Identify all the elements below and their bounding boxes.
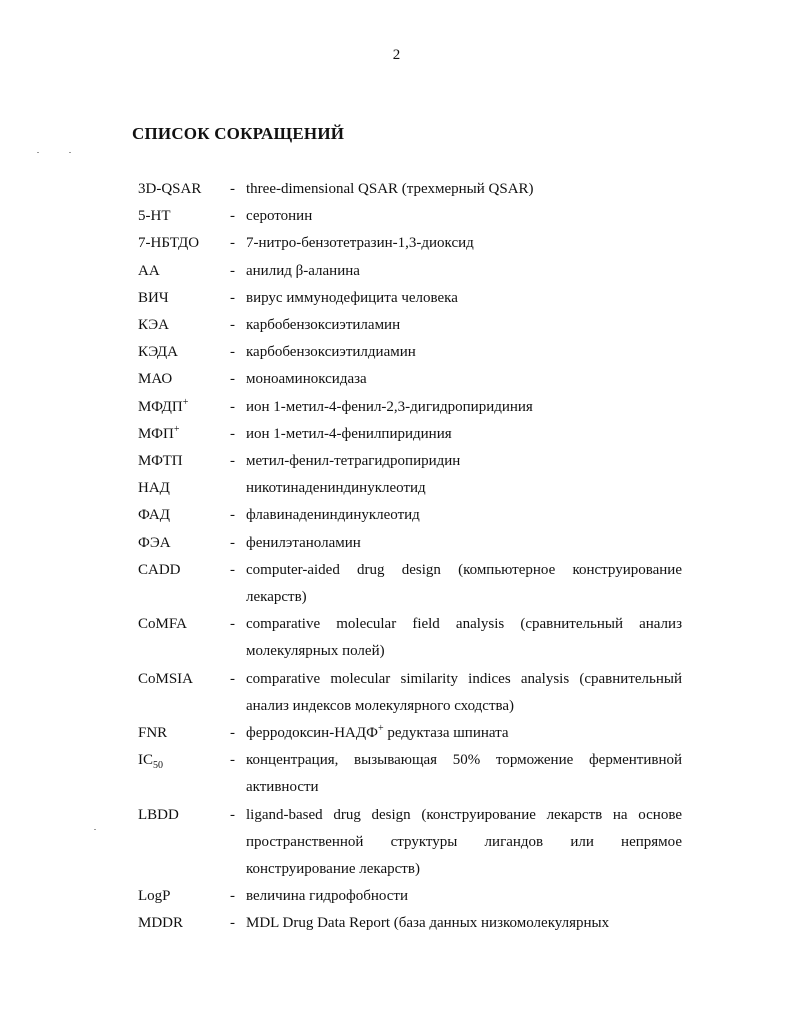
abbreviation-entry bbox=[138, 475, 682, 502]
abbreviation-term bbox=[138, 258, 160, 285]
entry-dash: - bbox=[230, 208, 235, 225]
abbreviation-definition: three-dimensional QSAR (трехмерный QSAR) bbox=[246, 181, 534, 197]
abbreviation-term-text: LBDD bbox=[138, 806, 179, 823]
abbreviation-definition: анилид β-аланина bbox=[246, 262, 360, 279]
abbreviation-definition bbox=[246, 720, 682, 747]
abbreviation-definition: comparative molecular similarity indices analysis (сравнительный анализ индексов молекулярного сходства) bbox=[246, 670, 682, 714]
abbreviation-definition: флавинадениндинуклеотид bbox=[246, 507, 420, 524]
abbreviation-definition: comparative molecular field analysis (сравнительный анализ молекулярных полей) bbox=[246, 616, 682, 660]
abbreviation-entry bbox=[138, 557, 682, 611]
abbreviation-term-text: МФП bbox=[138, 425, 174, 442]
abbreviation-entry bbox=[138, 366, 682, 393]
abbreviation-superscript: + bbox=[182, 396, 189, 408]
entry-dash: - bbox=[230, 534, 235, 551]
abbreviation-entry bbox=[138, 230, 682, 257]
entry-dash: - bbox=[230, 752, 235, 769]
abbreviation-term-text: 5-HT bbox=[138, 208, 171, 225]
abbreviation-term bbox=[138, 666, 193, 693]
entry-dash: - bbox=[230, 888, 235, 905]
entry-dash: - bbox=[230, 235, 235, 252]
entry-dash: - bbox=[230, 181, 235, 197]
abbreviation-term bbox=[138, 557, 181, 584]
abbreviation-term bbox=[138, 720, 167, 747]
abbreviation-term-text: IC bbox=[138, 752, 153, 769]
abbreviation-term bbox=[138, 312, 169, 339]
abbreviation-term-text: LogP bbox=[138, 888, 171, 905]
abbreviation-entry bbox=[138, 747, 682, 801]
entry-dash: - bbox=[230, 371, 235, 388]
abbreviation-entry bbox=[138, 666, 682, 720]
definition-text: редуктаза шпината bbox=[383, 725, 509, 742]
abbreviation-term bbox=[138, 802, 179, 829]
abbreviation-entry bbox=[138, 258, 682, 285]
abbreviation-term bbox=[138, 883, 171, 910]
abbreviation-definition: карбобензоксиэтилдиамин bbox=[246, 344, 416, 361]
abbreviation-entry bbox=[138, 720, 682, 747]
abbreviation-term-text: КЭДА bbox=[138, 344, 178, 361]
abbreviation-entry bbox=[138, 176, 682, 203]
abbreviation-term-text: ФАД bbox=[138, 507, 170, 524]
abbreviation-definition: серотонин bbox=[246, 208, 313, 225]
abbreviation-entry bbox=[138, 394, 682, 421]
entry-dash: - bbox=[230, 317, 235, 334]
abbreviation-definition: computer-aided drug design (компьютерное конструирование лекарств) bbox=[246, 561, 682, 606]
abbreviation-entry bbox=[138, 910, 682, 937]
abbreviation-term bbox=[138, 176, 201, 203]
abbreviation-term-text: МФДП bbox=[138, 398, 183, 415]
abbreviation-entry bbox=[138, 448, 682, 475]
abbreviation-definition: моноаминоксидаза bbox=[246, 371, 367, 388]
abbreviation-term-text: MDDR bbox=[138, 915, 184, 932]
abbreviation-entry bbox=[138, 883, 682, 910]
abbreviation-term-text: МАО bbox=[138, 371, 173, 388]
entry-dash: - bbox=[230, 725, 235, 742]
abbreviation-definition: метил-фенил-тетрагидропиридин bbox=[246, 453, 461, 470]
entry-dash: - bbox=[230, 453, 235, 470]
abbreviation-term-text: МФТП bbox=[138, 453, 183, 470]
abbreviation-term bbox=[138, 285, 169, 312]
abbreviation-definition: карбобензоксиэтиламин bbox=[246, 317, 401, 334]
abbreviation-entry bbox=[138, 421, 682, 448]
abbreviation-term-text: CADD bbox=[138, 561, 181, 578]
abbreviation-definition: фенилэтаноламин bbox=[246, 534, 361, 551]
abbreviation-term-text: НАД bbox=[138, 480, 170, 497]
definition-superscript: + bbox=[377, 723, 384, 735]
abbreviation-term-text: CoMSIA bbox=[138, 670, 194, 687]
entry-dash: - bbox=[230, 425, 235, 442]
abbreviation-term bbox=[138, 747, 163, 774]
abbreviation-term-text: АА bbox=[138, 262, 160, 279]
abbreviation-term-text: 3D-QSAR bbox=[138, 181, 202, 197]
scan-speck bbox=[94, 829, 96, 830]
abbreviation-term bbox=[138, 502, 170, 529]
entry-dash: - bbox=[230, 670, 235, 687]
entry-dash: - bbox=[230, 289, 235, 306]
abbreviation-list bbox=[138, 176, 682, 938]
abbreviation-definition: ligand-based drug design (конструирование лекарств на основе пространственной структуры лигандов или непрямое конструирование лекарств) bbox=[246, 806, 682, 878]
abbreviation-definition: вирус иммунодефицита человека bbox=[246, 289, 458, 306]
abbreviation-definition: концентрация, вызывающая 50% торможение ферментивной активности bbox=[246, 752, 682, 796]
abbreviation-term bbox=[138, 421, 179, 448]
abbreviation-term bbox=[138, 475, 170, 502]
abbreviation-entry bbox=[138, 203, 682, 230]
abbreviation-term bbox=[138, 339, 178, 366]
scan-speck bbox=[69, 152, 71, 153]
abbreviation-definition: величина гидрофобности bbox=[246, 888, 408, 905]
page-number: 2 bbox=[392, 47, 401, 63]
abbreviation-term bbox=[138, 394, 188, 421]
abbreviation-entry bbox=[138, 502, 682, 529]
abbreviation-term bbox=[138, 366, 172, 393]
abbreviation-term-text: CoMFA bbox=[138, 616, 187, 633]
page-title: СПИСОК СОКРАЩЕНИЙ bbox=[132, 124, 345, 143]
entry-dash: - bbox=[230, 398, 235, 415]
abbreviation-term-text: FNR bbox=[138, 725, 168, 742]
entry-dash: - bbox=[230, 915, 235, 932]
abbreviation-definition: ион 1-метил-4-фенилпиридиния bbox=[246, 425, 452, 442]
entry-dash: - bbox=[230, 262, 235, 279]
abbreviation-entry bbox=[138, 285, 682, 312]
abbreviation-term bbox=[138, 230, 199, 257]
abbreviation-superscript: + bbox=[173, 423, 180, 435]
entry-dash: - bbox=[230, 561, 235, 578]
abbreviation-term-text: 7-НБТДО bbox=[138, 235, 200, 252]
abbreviation-definition: 7-нитро-бензотетразин-1,3-диоксид bbox=[246, 235, 474, 252]
entry-dash: - bbox=[230, 806, 235, 823]
abbreviation-definition: никотинадениндинуклеотид bbox=[246, 480, 426, 497]
abbreviation-definition: ион 1-метил-4-фенил-2,3-дигидропиридиния bbox=[246, 398, 533, 415]
abbreviation-entry bbox=[138, 339, 682, 366]
abbreviation-entry bbox=[138, 530, 682, 557]
abbreviation-definition: MDL Drug Data Report (база данных низкомолекулярных bbox=[246, 915, 610, 932]
entry-dash: - bbox=[230, 344, 235, 361]
entry-dash: - bbox=[230, 507, 235, 524]
abbreviation-entry bbox=[138, 312, 682, 339]
abbreviation-subscript: 50 bbox=[153, 760, 163, 772]
abbreviation-term bbox=[138, 910, 183, 937]
abbreviation-term bbox=[138, 203, 171, 230]
scan-speck bbox=[37, 152, 39, 153]
abbreviation-term bbox=[138, 530, 171, 557]
abbreviation-term bbox=[138, 448, 183, 475]
entry-dash: - bbox=[230, 616, 235, 633]
abbreviation-term-text: КЭА bbox=[138, 317, 169, 334]
definition-text: ферродоксин-НАДФ bbox=[246, 725, 378, 742]
abbreviation-term bbox=[138, 611, 187, 638]
abbreviation-entry bbox=[138, 611, 682, 665]
abbreviation-entry bbox=[138, 802, 682, 884]
abbreviation-term-text: ВИЧ bbox=[138, 289, 169, 306]
abbreviation-term-text: ФЭА bbox=[138, 534, 171, 551]
